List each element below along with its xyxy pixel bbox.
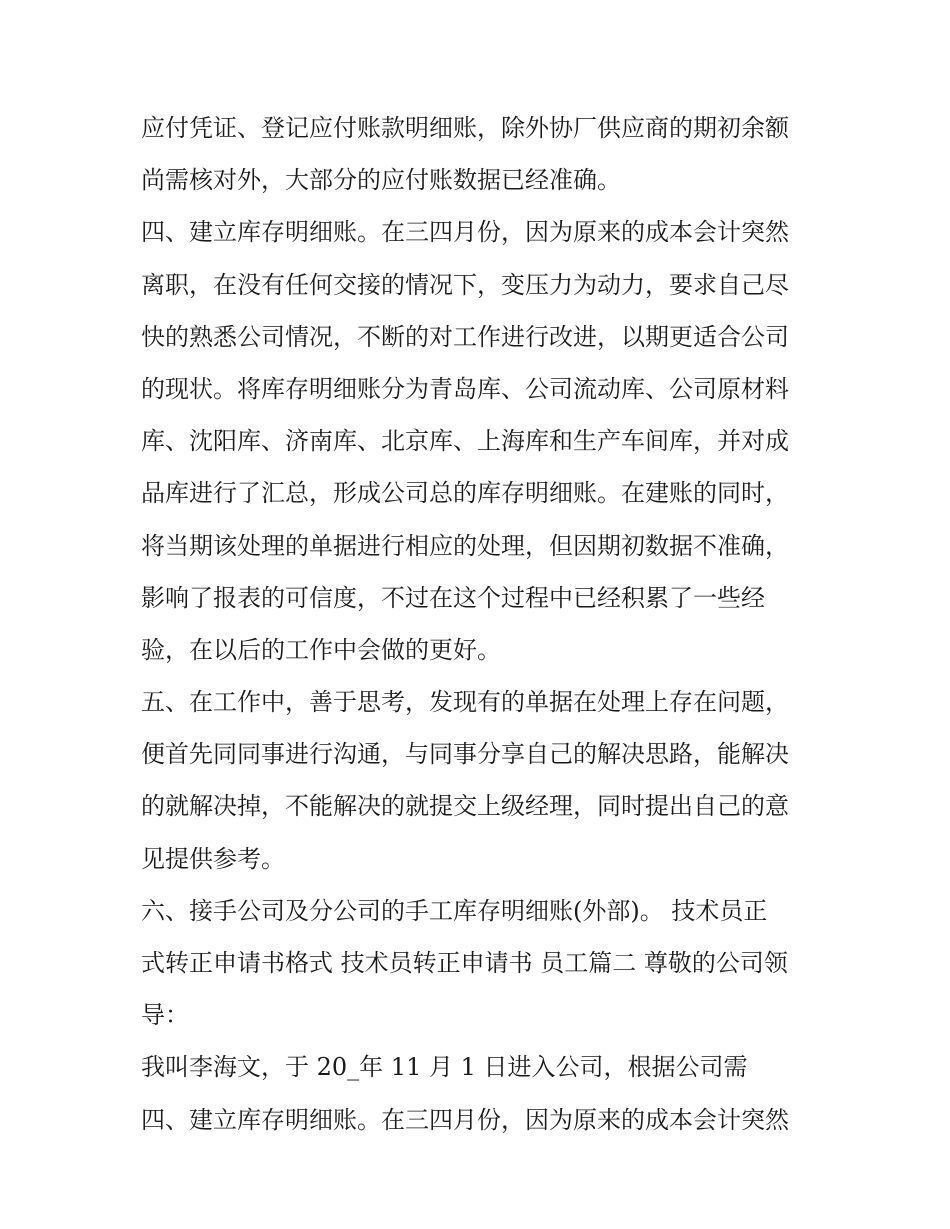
- text-line: 我叫李海文，于 20_年 11 月 1 日进入公司，根据公司需: [141, 1053, 748, 1082]
- text-line: 验，在以后的工作中会做的更好。: [141, 635, 501, 664]
- text-line: 影响了报表的可信度，不过在这个过程中已经积累了一些经: [141, 583, 765, 612]
- text-line: 四、建立库存明细账。在三四月份，因为原来的成本会计突然: [141, 1105, 789, 1134]
- text-line: 尚需核对外，大部分的应付账数据已经准确。: [141, 166, 621, 195]
- text-line: 见提供参考。: [141, 844, 285, 873]
- text-line: 四、建立库存明细账。在三四月份，因为原来的成本会计突然: [141, 218, 789, 247]
- text-line: 导：: [141, 1001, 189, 1030]
- text-line: 离职，在没有任何交接的情况下，变压力为动力，要求自己尽: [141, 270, 789, 299]
- text-line: 应付凭证、登记应付账款明细账，除外协厂供应商的期初余额: [141, 114, 789, 142]
- text-line: 品库进行了汇总，形成公司总的库存明细账。在建账的同时，: [141, 479, 789, 508]
- text-line: 将当期该处理的单据进行相应的处理，但因期初数据不准确，: [141, 531, 789, 560]
- text-line: 六、接手公司及分公司的手工库存明细账(外部)。 技术员正: [141, 896, 768, 925]
- text-line: 式转正申请书格式 技术员转正申请书 员工篇二 尊敬的公司领: [141, 949, 788, 977]
- document-body: [141, 102, 821, 1146]
- text-line: 五、在工作中，善于思考，发现有的单据在处理上存在问题，: [141, 688, 789, 717]
- text-line: 的现状。将库存明细账分为青岛库、公司流动库、公司原材料: [141, 374, 789, 403]
- text-line: 的就解决掉，不能解决的就提交上级经理，同时提出自己的意: [141, 792, 789, 821]
- text-line: 库、沈阳库、济南库、北京库、上海库和生产车间库，并对成: [141, 427, 789, 456]
- text-line: 便首先同同事进行沟通，与同事分享自己的解决思路，能解决: [141, 740, 789, 769]
- text-line: 快的熟悉公司情况，不断的对工作进行改进，以期更适合公司: [141, 322, 789, 351]
